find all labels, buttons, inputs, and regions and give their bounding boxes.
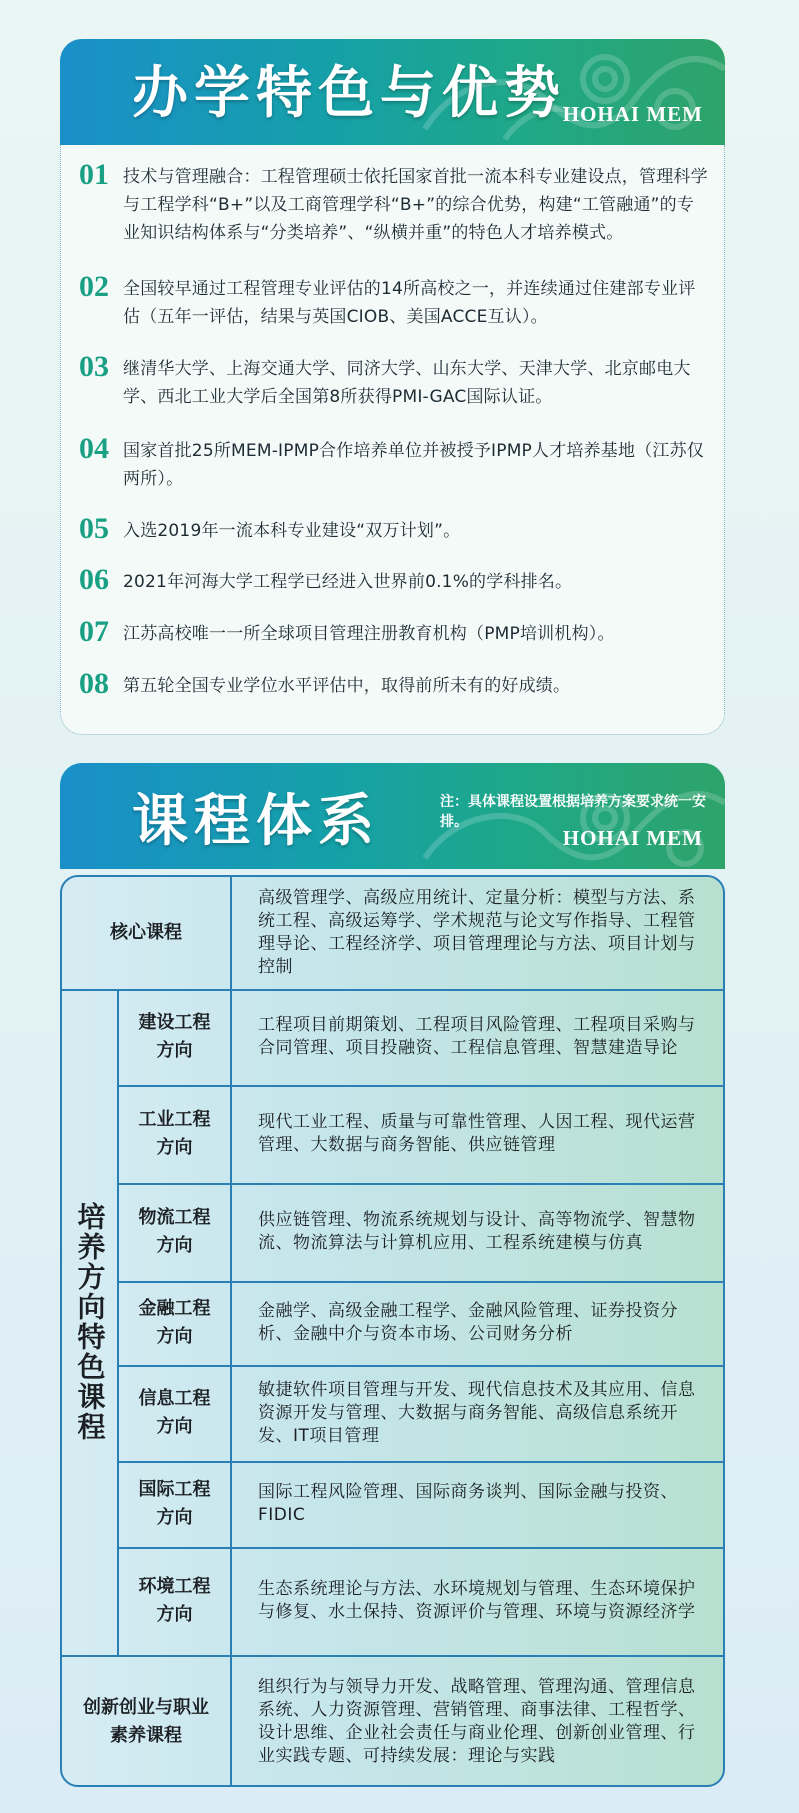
direction-label: 国际工程 方向 bbox=[138, 1479, 211, 1528]
curriculum-title: 课程体系 bbox=[132, 789, 380, 854]
feature-number: 06 bbox=[79, 563, 109, 596]
direction-label: 工业工程 方向 bbox=[138, 1109, 211, 1158]
direction-label: 环境工程 方向 bbox=[138, 1576, 211, 1625]
curriculum-table bbox=[60, 875, 725, 1787]
feature-number: 07 bbox=[79, 615, 109, 648]
curriculum-note: 注：具体课程设置根据培养方案要求统一安排。 bbox=[440, 794, 706, 830]
direction-label: 信息工程 方向 bbox=[138, 1388, 211, 1437]
direction-label: 建设工程 方向 bbox=[138, 1012, 211, 1061]
feature-number: 05 bbox=[79, 512, 109, 545]
feature-item bbox=[79, 563, 704, 597]
feature-number: 02 bbox=[79, 270, 109, 303]
innovation-course-label: 创新创业与职业素养课程 bbox=[83, 1697, 209, 1746]
feature-item bbox=[79, 270, 704, 330]
col-divider bbox=[230, 877, 232, 1787]
feature-item bbox=[79, 667, 704, 701]
direction-content: 金融学、高级金融工程学、金融风险管理、证券投资分析、金融中介与资本市场、公司财务分析 bbox=[258, 1301, 678, 1344]
innovation-course-content: 组织行为与领导力开发、战略管理、管理沟通、管理信息系统、人力资源管理、营销管理、商事法律、工程哲学、设计思维、企业社会责任与商业伦理、创新创业管理、行业实践专题、可持续发展：理论与实践 bbox=[258, 1677, 696, 1766]
direction-content: 供应链管理、物流系统规划与设计、高等物流学、智慧物流、物流算法与计算机应用、工程系统建模与仿真 bbox=[258, 1210, 696, 1253]
features-header bbox=[60, 39, 725, 145]
direction-label: 金融工程 方向 bbox=[138, 1298, 211, 1347]
feature-item bbox=[79, 432, 704, 492]
feature-text: 江苏高校唯一一所全球项目管理注册教育机构（PMP培训机构）。 bbox=[123, 624, 615, 644]
feature-item bbox=[79, 158, 708, 248]
feature-number: 03 bbox=[79, 350, 109, 383]
feature-item bbox=[79, 512, 704, 546]
feature-number: 08 bbox=[79, 667, 109, 700]
core-course-content: 高级管理学、高级应用统计、定量分析：模型与方法、系统工程、高级运筹学、学术规范与论文写作指导、工程管理导论、工程经济学、项目管理理论与方法、项目计划与控制 bbox=[258, 888, 696, 977]
feature-number: 01 bbox=[79, 158, 109, 191]
core-course-label: 核心课程 bbox=[110, 922, 182, 943]
features-card bbox=[60, 145, 725, 735]
brand-label: HOHAI MEM bbox=[562, 826, 703, 850]
directions-label-text: 培养方向特色课程 bbox=[73, 1202, 107, 1442]
feature-text: 继清华大学、上海交通大学、同济大学、山东大学、天津大学、北京邮电大学、西北工业大学后全国第8所获得PMI-GAC国际认证。 bbox=[123, 359, 691, 407]
direction-label: 物流工程 方向 bbox=[138, 1207, 211, 1256]
feature-text: 技术与管理融合：工程管理硕士依托国家首批一流本科专业建设点，管理科学与工程学科“B+”以及工商管理学科“B+”的综合优势，构建“工管融通”的专业知识结构体系与“分类培养”、“纵横并重”的特色人才培养模式。 bbox=[123, 167, 708, 243]
directions-label bbox=[62, 989, 117, 1655]
features-title: 办学特色与优势 bbox=[132, 61, 566, 126]
direction-content: 生态系统理论与方法、水环境规划与管理、生态环境保护与修复、水土保持、资源评价与管理、环境与资源经济学 bbox=[258, 1579, 696, 1622]
direction-content: 现代工业工程、质量与可靠性管理、人因工程、现代运营管理、大数据与商务智能、供应链管理 bbox=[258, 1112, 696, 1155]
feature-text: 入选2019年一流本科专业建设“双万计划”。 bbox=[123, 521, 461, 541]
feature-item bbox=[79, 350, 704, 410]
feature-number: 04 bbox=[79, 432, 109, 465]
feature-text: 2021年河海大学工程学已经进入世界前0.1%的学科排名。 bbox=[123, 572, 573, 592]
feature-text: 全国较早通过工程管理专业评估的14所高校之一，并连续通过住建部专业评估（五年一评估，结果与英国CIOB、美国ACCE互认）。 bbox=[123, 279, 696, 327]
direction-content: 敏捷软件项目管理与开发、现代信息技术及其应用、信息资源开发与管理、大数据与商务智能、高级信息系统开发、IT项目管理 bbox=[258, 1379, 696, 1446]
brand-label: HOHAI MEM bbox=[562, 102, 703, 126]
direction-content: 工程项目前期策划、工程项目风险管理、工程项目采购与合同管理、项目投融资、工程信息管理、智慧建造导论 bbox=[258, 1015, 696, 1058]
feature-text: 第五轮全国专业学位水平评估中，取得前所未有的好成绩。 bbox=[123, 676, 571, 696]
feature-item bbox=[79, 615, 704, 649]
curriculum-header bbox=[60, 763, 725, 869]
feature-text: 国家首批25所MEM-IPMP合作培养单位并被授予IPMP人才培养基地（江苏仅两所）。 bbox=[123, 441, 705, 489]
direction-content: 国际工程风险管理、国际商务谈判、国际金融与投资、FIDIC bbox=[258, 1482, 678, 1525]
